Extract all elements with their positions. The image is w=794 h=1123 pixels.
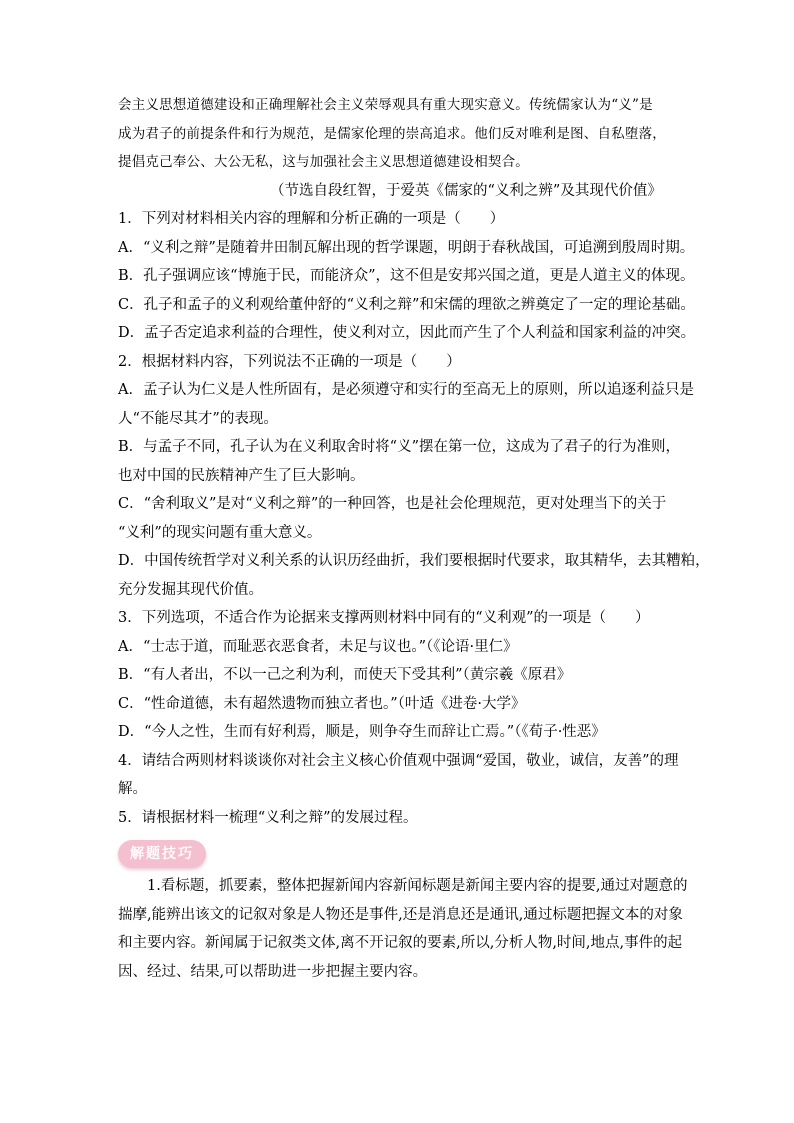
intro-line: 提倡克己奉公、大公无私，这与加强社会主义思想道德建设相契合。 [118, 154, 529, 170]
question-stem: 3．下列选项，不适合作为论据来支撑两则材料中同有的“义利观”的一项是（ ） [118, 610, 650, 626]
option-d: D．中国传统哲学对义利关系的认识历经曲折，我们要根据时代要求，取其精华，去其糟粕， [118, 553, 710, 569]
tips-line: 因、经过、结果,可以帮助进一步把握主要内容。 [118, 963, 428, 980]
question-stem: 1．下列对材料相关内容的理解和分析正确的一项是（ ） [118, 211, 505, 227]
option-a: A．孟子认为仁义是人性所固有，是必须遵守和实行的至高无上的原则，所以追逐利益只是 [118, 382, 694, 398]
question-5 [118, 804, 684, 833]
option-a-cont: 人“不能尽其才”的表现。 [118, 410, 278, 427]
option-b: B．“有人者出，不以一己之利为利，而使天下受其利”（黄宗羲《原君》 [118, 667, 572, 683]
option-c-cont: “义利”的现实问题有重大意义。 [118, 524, 322, 541]
question-stem-cont: 解。 [118, 781, 147, 797]
question-4 [118, 747, 684, 804]
intro-paragraph [118, 91, 684, 177]
tips-line: 揣摩,能辨出该文的记叙对象是人物还是事件,还是消息还是通讯,通过标题把握文本的对象 [118, 906, 683, 923]
question-2 [118, 348, 710, 605]
option-d-cont: 充分发掘其现代价值。 [118, 581, 263, 598]
tips-paragraph [118, 872, 688, 986]
intro-line: 成为君子的前提条件和行为规范，是儒家伦理的崇高追求。他们反对唯利是图、自私堕落， [118, 125, 666, 142]
document-content [118, 91, 710, 986]
option-c: C．孔子和孟子的义利观给董仲舒的“义利之辩”和宋儒的理欲之辨奠定了一定的理论基础。 [118, 296, 695, 313]
option-a: A．“士志于道，而耻恶衣恶食者，未足与议也。”（《论语·里仁》 [118, 638, 518, 655]
tips-badge: 解题技巧 [118, 840, 206, 868]
question-stem: 2．根据材料内容，下列说法不正确的一项是（ ） [118, 353, 461, 370]
source-note: （节选自段红智，于爱英《儒家的“义利之辨”及其现代价值》 [270, 182, 662, 199]
option-b: B．孔子强调应该“博施于民，而能济众”，这不但是安邦兴国之道，更是人道主义的体现。 [118, 268, 695, 284]
tips-line: 1.看标题，抓要素，整体把握新闻内容新闻标题是新闻主要内容的提要,通过对题意的 [147, 878, 688, 894]
option-b: B．与孟子不同，孔子认为在义利取舍时将“义”摆在第一位，这成为了君子的行为准则， [118, 439, 680, 455]
option-c: C．“性命道德，未有超然遗物而独立者也。”（叶适《进卷·大学》 [118, 695, 526, 712]
option-d: D．“今人之性，生而有好利焉，顺是，则争夺生而辞让亡焉。”（《荀子·性恶》 [118, 724, 606, 740]
option-b-cont: 也对中国的民族精神产生了巨大影响。 [118, 467, 365, 484]
intro-line: 会主义思想道德建设和正确理解社会主义荣辱观具有重大现实意义。传统儒家认为“义”是 [118, 97, 653, 113]
question-stem: 5．请根据材料一梳理“义利之辩”的发展过程。 [118, 809, 418, 826]
option-c: C．“舍利取义”是对“义利之辩”的一种回答，也是社会伦理规范，更对处理当下的关于 [118, 496, 667, 512]
question-1 [118, 205, 696, 348]
tips-line: 和主要内容。新闻属于记叙类文体,离不开记叙的要素,所以,分析人物,时间,地点,事件的起 [118, 935, 683, 951]
option-a: A．“义利之辩”是随着井田制瓦解出现的哲学课题，明朗于春秋战国，可追溯到殷周时期。 [118, 239, 695, 256]
option-d: D．孟子否定追求利益的合理性，使义利对立，因此而产生了个人利益和国家利益的冲突。 [118, 325, 696, 341]
question-stem: 4．请结合两则材料谈谈你对社会主义核心价值观中强调“爱国，敬业，诚信，友善”的理 [118, 752, 679, 769]
question-3 [118, 604, 684, 747]
